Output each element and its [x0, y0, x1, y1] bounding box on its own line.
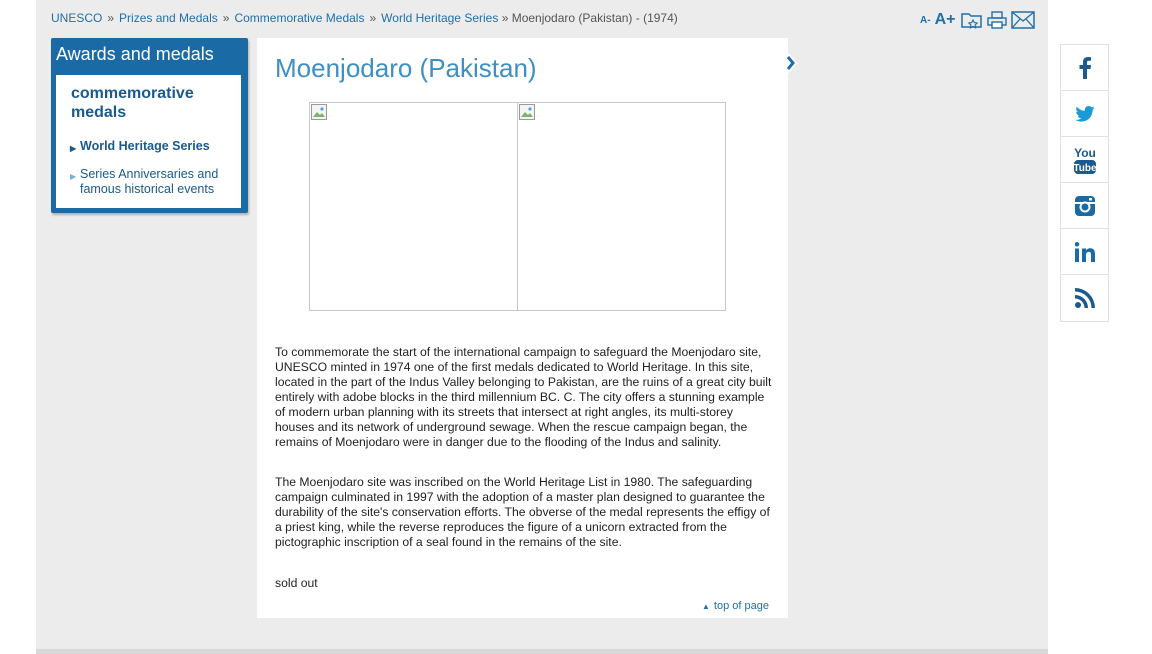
footer-divider — [36, 649, 1048, 654]
triangle-up-icon: ▲ — [702, 602, 710, 611]
youtube-icon[interactable] — [1061, 137, 1108, 183]
font-smaller-button[interactable]: A- — [920, 14, 931, 26]
sidebar-menu — [56, 75, 241, 208]
twitter-icon[interactable] — [1061, 91, 1108, 137]
instagram-icon[interactable] — [1061, 183, 1108, 229]
facebook-icon[interactable] — [1061, 45, 1108, 91]
medal-obverse-image — [309, 102, 518, 311]
breadcrumb-commemorative-medals[interactable]: Commemorative Medals — [234, 11, 365, 25]
breadcrumb-current: » Moenjodaro (Pakistan) - (1974) — [501, 11, 678, 25]
description-paragraph: To commemorate the start of the international campaign to safeguard the Moenjodaro site, UNESCO minted in 1974 one of the first medals dedicated to World Heritage. In this site, located in the part of the Indus Valley belonging to Pakistan, are the ruins of a great city built entirely with adobe blocks in the third millennium BC. C. The city offers a stunning example of modern urban planning with its streets that intersect at right angles, its multi-storey houses and its network of underground sewage. When the rescue campaign began, the remains of Moenjodaro were in danger due to the flooding of the Indus and salinity. — [275, 345, 772, 449]
svg-text:You: You — [1073, 145, 1096, 160]
breadcrumb-separator: » — [222, 11, 230, 25]
page-title: Moenjodaro (Pakistan) — [275, 53, 537, 83]
font-larger-button[interactable]: A+ — [934, 11, 956, 28]
description-paragraph: The Moenjodaro site was inscribed on the World Heritage List in 1980. The safeguarding campaign culminated in 1997 with the adoption of a master plan designed to guarantee the durability of the site's conservation efforts. The obverse of the medal represents the effigy of a priest king, while the reverse reproduces the figure of a unicorn extracted from the pictographic inscription of a seal found in the remains of the site. — [275, 475, 770, 549]
sidebar-heading[interactable]: commemorative medals — [71, 85, 194, 121]
breadcrumb-separator: » — [369, 11, 377, 25]
breadcrumb-separator: » — [107, 11, 115, 25]
sidebar — [51, 38, 248, 213]
breadcrumb-prizes-and-medals[interactable]: Prizes and Medals — [119, 11, 218, 25]
sidebar-item-label: World Heritage Series — [80, 139, 210, 153]
caret-right-icon: ▶ — [70, 172, 77, 181]
mail-icon[interactable] — [1011, 11, 1035, 29]
breadcrumb-unesco[interactable]: UNESCO — [51, 11, 103, 25]
social-share-bar — [1060, 44, 1109, 322]
availability-status: sold out — [275, 576, 318, 590]
top-of-page-label: top of page — [713, 600, 769, 612]
top-of-page-link[interactable] — [702, 600, 769, 612]
sidebar-item-label: Series Anniversaries and famous historical events — [80, 167, 219, 196]
caret-right-icon: ▶ — [70, 144, 77, 153]
sidebar-item-world-heritage-series[interactable] — [70, 139, 230, 156]
svg-text:Tube: Tube — [1072, 162, 1097, 174]
linkedin-icon[interactable] — [1061, 229, 1108, 275]
print-icon[interactable] — [987, 11, 1007, 29]
medal-reverse-image — [517, 102, 726, 311]
main-content — [257, 38, 788, 618]
bookmark-icon[interactable] — [961, 11, 983, 29]
page-tools — [920, 10, 1035, 30]
rss-icon[interactable] — [1061, 275, 1108, 321]
breadcrumb-world-heritage-series[interactable]: World Heritage Series — [381, 11, 499, 25]
breadcrumb — [51, 11, 678, 25]
next-arrow-icon[interactable] — [782, 46, 798, 80]
sidebar-item-series-anniversaries[interactable] — [70, 167, 230, 197]
broken-image-icon — [311, 104, 327, 120]
broken-image-icon — [519, 104, 535, 120]
sidebar-title: Awards and medals — [56, 44, 214, 64]
